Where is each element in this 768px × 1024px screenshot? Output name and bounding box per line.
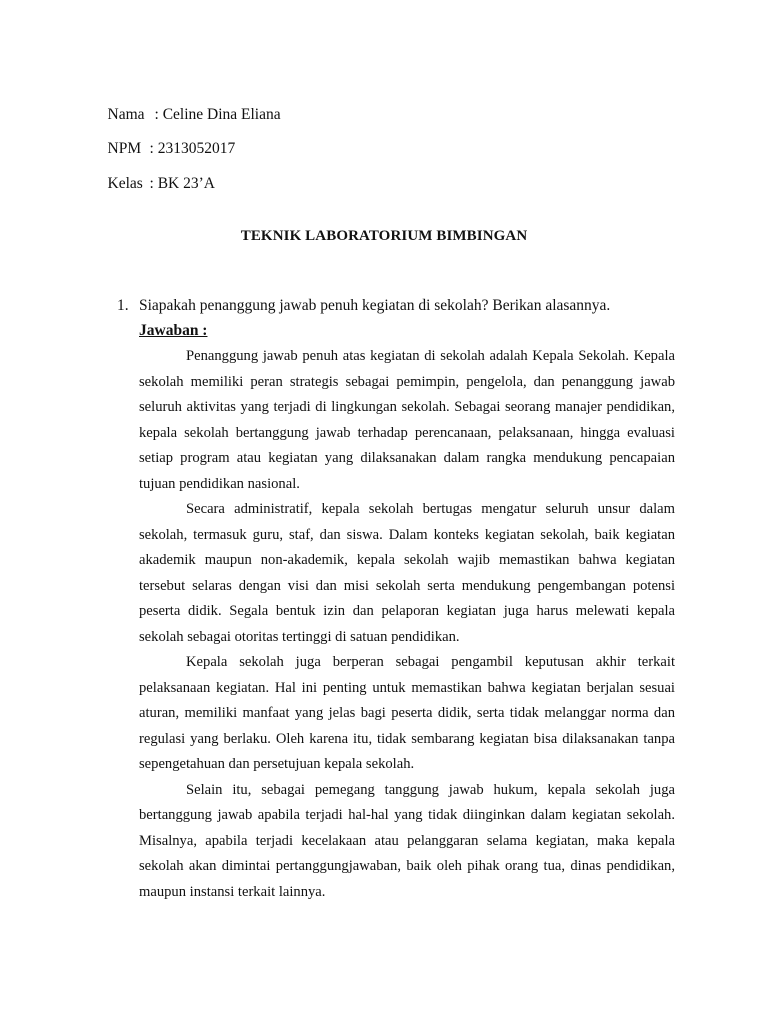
student-npm: 2313052017	[157, 140, 236, 157]
npm-separator: :	[149, 140, 158, 157]
student-class-line	[92, 157, 215, 211]
question-number: 1.	[117, 297, 129, 314]
answer-paragraph-2: Secara administratif, kepala sekolah bertugas mengatur seluruh unsur dalam sekolah, termasuk guru, staf, dan siswa. Dalam konteks kegiatan sekolah, baik kegiatan akademik maupun non-akademik, kepala sekolah wajib memastikan bahwa kegiatan tersebut selaras dengan visi dan misi sekolah serta mendukung pengembangan potensi peserta didik. Segala bentuk izin dan pelaporan kegiatan juga harus melewati kepala sekolah sebagai otoritas tertinggi di satuan pendidikan.	[139, 501, 675, 645]
student-name: Celine Dina Eliana	[162, 106, 281, 123]
class-label: Kelas	[107, 175, 143, 192]
class-separator: :	[149, 175, 158, 192]
document-title: TEKNIK LABORATORIUM BIMBINGAN	[240, 228, 528, 244]
name-label: Nama	[107, 106, 145, 123]
npm-label: NPM	[107, 140, 142, 157]
name-separator: :	[154, 106, 163, 123]
answer-paragraph-3: Kepala sekolah juga berperan sebagai pengambil keputusan akhir terkait pelaksanaan kegiatan. Hal ini penting untuk memastikan bahwa kegiatan berjalan sesuai aturan, memiliki manfaat yang jelas bagi peserta didik, serta tidak melanggar norma dan regulasi yang berlaku. Oleh karena itu, tidak sembarang kegiatan bisa dilaksanakan tanpa sepengetahuan dan persetujuan kepala sekolah.	[139, 654, 675, 772]
student-class: BK 23’A	[157, 175, 215, 192]
answer-paragraph-4: Selain itu, sebagai pemegang tanggung jawab hukum, kepala sekolah juga bertanggung jawab apabila terjadi hal-hal yang tidak diinginkan dalam kegiatan sekolah. Misalnya, apabila terjadi kecelakaan atau pelanggaran selama kegiatan, maka kepala sekolah akan dimintai pertanggungjawaban, baik oleh pihak orang tua, dinas pendidikan, maupun instansi terkait lainnya.	[139, 781, 675, 900]
question-text: Siapakah penanggung jawab penuh kegiatan di sekolah? Berikan alasannya.	[139, 297, 611, 314]
answer-body	[139, 344, 675, 905]
answer-paragraph-1: Penanggung jawab penuh atas kegiatan di sekolah adalah Kepala Sekolah. Kepala sekolah memiliki peran strategis sebagai pemimpin, pengelola, dan penanggung jawab seluruh aktivitas yang terjadi di lingkungan sekolah. Sebagai seorang manajer pendidikan, kepala sekolah bertanggung jawab terhadap perencanaan, pelaksanaan, hingga evaluasi setiap program atau kegiatan yang dilaksanakan dalam rangka mendukung pencapaian tujuan pendidikan nasional.	[139, 348, 675, 492]
answer-label: Jawaban :	[139, 322, 208, 339]
